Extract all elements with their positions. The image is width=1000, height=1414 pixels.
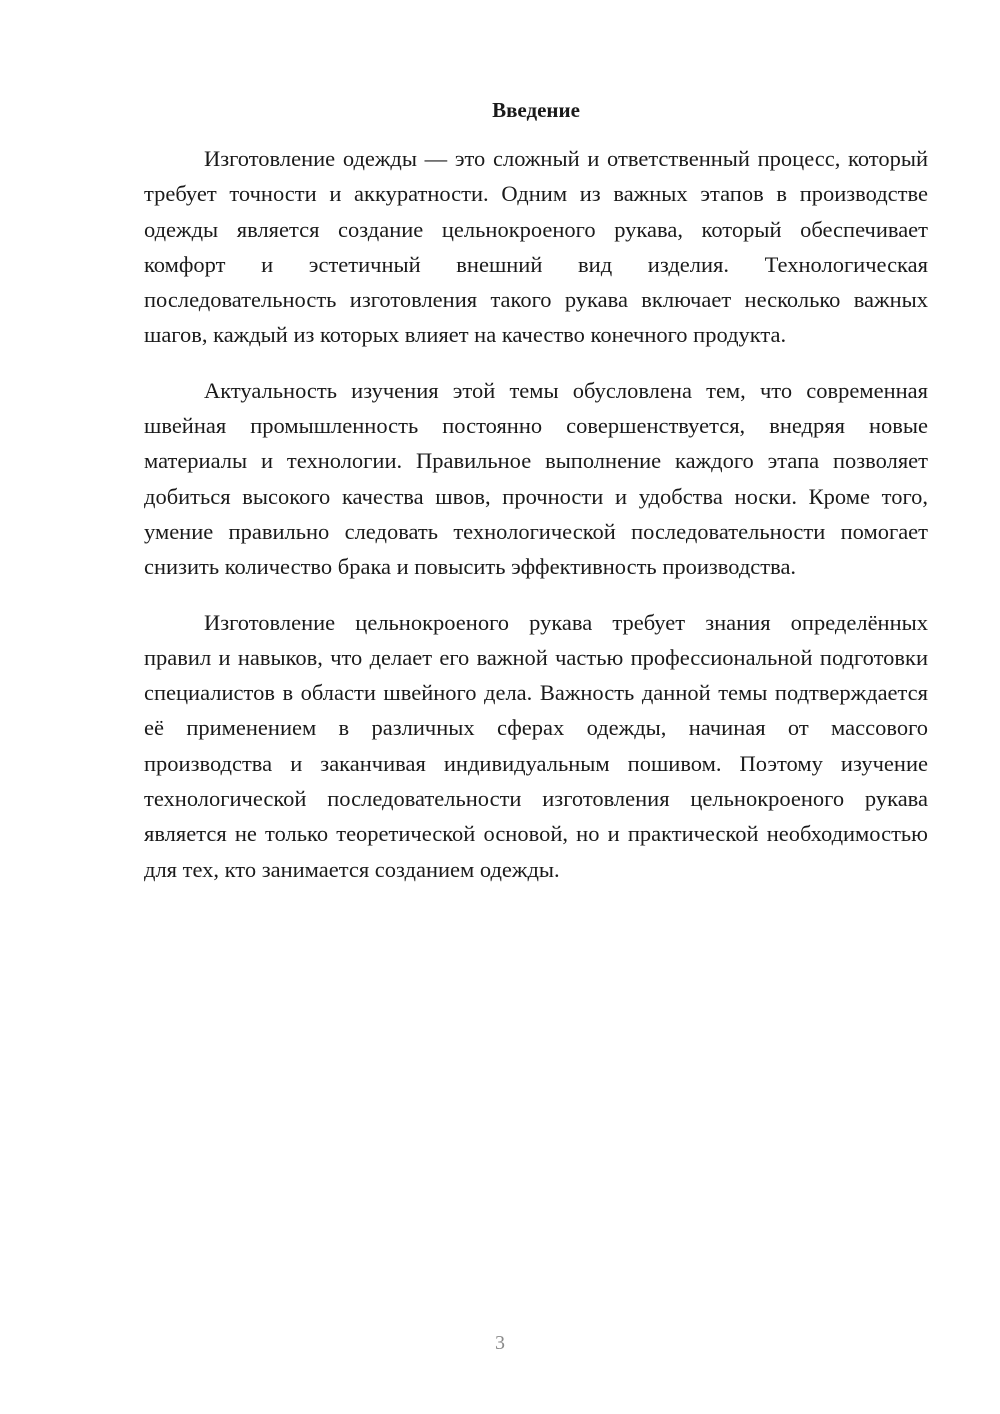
paragraph-2: Актуальность изучения этой темы обусловлена тем, что современная швейная промышленность постоянно совершенствуется, внедряя новые материалы и технологии. Правильное выполнение каждого этапа позволяет добиться высокого качества швов, прочности и удобства носки. Кроме того, умение правильно следовать технологической последовательности помогает снизить количество брака и повысить эффективность производства. xyxy=(144,377,928,580)
page-number: 3 xyxy=(495,1332,505,1354)
paragraph-1: Изготовление одежды — это сложный и ответственный процесс, который требует точности и аккуратности. Одним из важных этапов в производстве одежды является создание цельнокроеного рукава, который обеспечивает комфорт и эстетичный внешний вид изделия. Технологическая последовательность изготовления такого рукава включает несколько важных шагов, каждый из которых влияет на качество конечного продукта. xyxy=(144,146,928,348)
section-heading: Введение xyxy=(492,98,580,122)
paragraph-3: Изготовление цельнокроеного рукава требует знания определённых правил и навыков, что делает его важной частью профессиональной подготовки специалистов в области швейного дела. Важность данной темы подтверждается её применением в различных сферах одежды, начиная от массового производства и заканчивая индивидуальным пошивом. Поэтому изучение технологической последовательности изготовления цельнокроеного рукава является не только теоретической основой, но и практической необходимостью для тех, кто занимается созданием одежды. xyxy=(144,609,928,882)
body-text xyxy=(144,141,928,907)
